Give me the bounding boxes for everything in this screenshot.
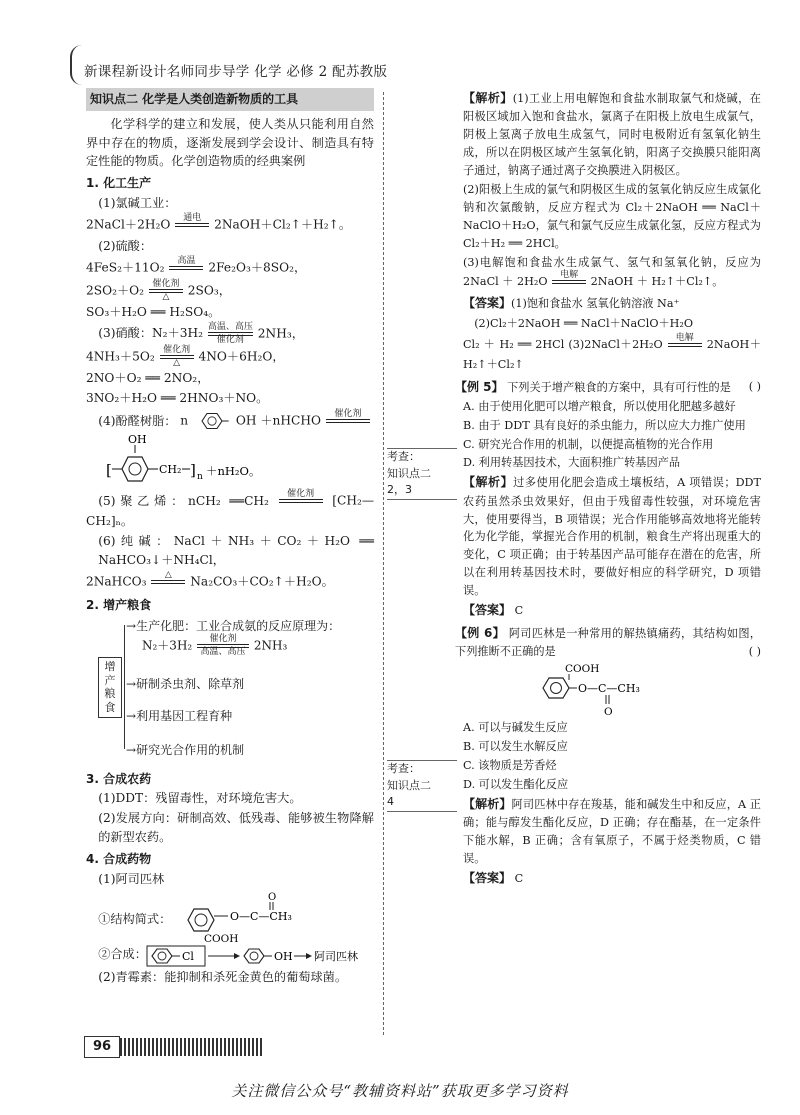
svg-text:O—C—CH₃: O—C—CH₃ <box>230 909 292 923</box>
pesticide-ddt: (1)DDT：残留毒性，对环境危害大。 <box>98 791 302 806</box>
aspirin-structure-icon <box>176 890 366 944</box>
equation-polyethylene: (5)聚乙烯：nCH₂ ══CH₂ 催化剂 [CH₂—CH₂]ₙ。 <box>86 489 375 529</box>
aspirin-structure-row: ①结构简式： O O—C—CH₃ COOH <box>86 890 374 944</box>
equation-soda: (6)纯碱：NaCl＋NH₃＋CO₂＋H₂O ══ NaHCO₃↓＋NH₄Cl， <box>98 534 374 568</box>
food-item-photosynthesis: →研究光合作用的机制 <box>126 742 245 757</box>
food-equation: N₂＋3H₂ 催化剂 高温、高压 2NH₃ <box>142 633 288 657</box>
svg-text:O: O <box>268 891 277 903</box>
heading-drugs: 4. 合成药物 <box>86 852 152 867</box>
section-title: 知识点二 化学是人类创造新物质的工具 <box>86 88 374 111</box>
page-number: 96 <box>84 1036 120 1058</box>
equation-fes2: 4FeS₂＋11O₂ 高温 2Fe₂O₃＋8SO₂， <box>86 255 307 275</box>
ex5-analysis: 【解析】过多使用化肥会造成土壤板结，A 项错误；DDT 农药虽然杀虫效果好，但由于残留毒性较强，对环境危害大，使用要得当，B 项错误；光合作用能够高效地将光能转化为化学能，掌握光合作用的机制，粮食生产将出现重大的变化，C 项正确；由于转基因产品可能存在潜在的危害，所以在利用转基因技术时，要做好相应的科学研究，D 项错误。 <box>463 475 761 598</box>
aspirin-synthesis-scheme-icon <box>146 945 366 967</box>
ex6-analysis: 【解析】阿司匹林中存在羧基，能和碱发生中和反应，A 正确；能与醇发生酯化反应，D 正确；存在酯基，在一定条件下能水解，B 正确；含有氧原子，不属于烃类物质，C 错误。 <box>463 797 761 866</box>
ex5-option-c: C. 研究光合作用的机制，以便提高植物的光合作用 <box>463 437 714 451</box>
ex6-option-b: B. 可以发生水解反应 <box>463 740 568 754</box>
ex6-option-c: C. 该物质是芳香烃 <box>463 759 557 773</box>
equation-nitric-n2: (3)硝酸：N₂＋3H₂ 高温、高压 催化剂 2NH₃， <box>98 321 304 345</box>
column-divider <box>383 92 384 1035</box>
analysis-3: (3)电解饱和食盐水生成氯气、氢气和氢氧化钠，反应为 2NaCl ＋ 2H₂O 电解 2NaOH ＋ H₂↑＋Cl₂↑。 <box>463 255 761 289</box>
heading-pesticides: 3. 合成农药 <box>86 771 152 786</box>
phenolic-resin-product <box>86 433 374 489</box>
svg-text:]: ] <box>190 461 196 480</box>
heading-chem-production: 1. 化工生产 <box>86 176 152 191</box>
svg-text:Cl: Cl <box>182 949 194 963</box>
equation-no: 2NO＋O₂ ══ 2NO₂， <box>86 370 210 385</box>
svg-text:n: n <box>197 472 203 483</box>
equation-no2: 3NO₂＋H₂O ══ 2HNO₃＋NO。 <box>86 390 269 405</box>
svg-text:OH: OH <box>128 433 147 447</box>
food-diagram <box>86 617 374 767</box>
aspirin-synthesis: ②合成： Cl OH 阿司匹林 <box>86 945 374 967</box>
intro-paragraph: 化学科学的建立和发展，使人类从只能利用自然界中存在的物质，逐渐发展到学会设计、制造具有特定性能的物质。化学创造物质的经典案例 <box>86 116 374 169</box>
drug-penicillin: (2)青霉素：能抑制和杀死金黄色的葡萄球菌。 <box>98 969 348 984</box>
equation-nahco3: 2NaHCO₃ △ Na₂CO₃＋CO₂↑＋H₂O。 <box>86 570 334 589</box>
ex6-option-d: D. 可以发生酯化反应 <box>463 778 569 792</box>
ex5-option-a: A. 由于使用化肥可以增产粮食，所以使用化肥越多越好 <box>463 399 736 413</box>
item-chlor-alkali: (1)氯碱工业： <box>98 195 177 210</box>
drug-aspirin: (1)阿司匹林 <box>98 871 165 886</box>
right-column <box>455 88 761 889</box>
svg-text:[: [ <box>106 461 112 480</box>
example-5-question: 【例 5】 下列关于增产粮食的方案中，具有可行性的是 ( ) <box>455 379 761 394</box>
pesticide-direction: (2)发展方向：研制高效、低残毒、能够被生物降解的新型农药。 <box>98 811 374 845</box>
svg-text:COOH: COOH <box>565 663 600 676</box>
left-column <box>86 88 374 987</box>
answer-block-1: 【答案】(1)饱和食盐水 氢氧化钠溶液 Na⁺ <box>463 296 680 311</box>
food-item-fertilizer: →生产化肥：工业合成氨的反应原理为： <box>126 618 341 633</box>
answer-block-2: (2)Cl₂＋2NaOH ══ NaCl＋NaClO＋H₂O <box>474 316 694 330</box>
svg-text:O—C—CH₃: O—C—CH₃ <box>578 682 640 696</box>
heading-food: 2. 增产粮食 <box>86 598 152 613</box>
svg-text:O: O <box>604 706 613 719</box>
ex6-structure <box>463 662 761 718</box>
example-6-question: 【例 6】 阿司匹林是一种常用的解热镇痛药，其结构如图，下列推断不正确的是 ( ) <box>455 626 761 659</box>
svg-text:COOH: COOH <box>204 932 239 944</box>
equation-so2: 2SO₂＋O₂ 催化剂 △ 2SO₃， <box>86 278 231 302</box>
food-box: 增产粮食 <box>98 657 122 718</box>
ex6-answer: 【答案】 C <box>463 871 524 886</box>
equation-so3: SO₃＋H₂O ══ H₂SO₄。 <box>86 304 221 319</box>
svg-text:CH₂: CH₂ <box>159 463 182 477</box>
equation-nh3-oxidation: 4NH₃＋5O₂ 催化剂 △ 4NO＋6H₂O， <box>86 344 285 368</box>
food-tree-line <box>124 625 125 749</box>
food-item-pesticide: →研制杀虫剂、除草剂 <box>126 676 245 691</box>
ex5-answer: 【答案】 C <box>463 603 524 618</box>
phenolic-resin-structure-icon <box>86 433 286 489</box>
item-sulfuric-acid: (2)硫酸： <box>98 238 153 253</box>
equation-chlor-alkali: 2NaCl＋2H₂O 通电 2NaOH＋Cl₂↑＋H₂↑。 <box>86 212 352 232</box>
margin-note-2: 考查： 知识点二 4 <box>387 760 457 812</box>
svg-text:＋nH₂O。: ＋nH₂O。 <box>206 464 261 479</box>
equation-phenolic-resin: (4)酚醛树脂： n OH ＋nHCHO 催化剂 <box>86 410 374 432</box>
ex6-aspirin-structure-icon <box>533 662 693 718</box>
ex5-option-b: B. 由于 DDT 具有良好的杀虫能力，所以应大力推广使用 <box>463 418 746 432</box>
ex5-option-d: D. 利用转基因技术，大面积推广转基因产品 <box>463 456 681 470</box>
svg-text:阿司匹林: 阿司匹林 <box>314 949 358 963</box>
benzene-ring-icon <box>192 411 232 431</box>
header-bracket <box>70 45 84 85</box>
analysis-2: (2)阳极上生成的氯气和阴极区生成的氢氧化钠反应生成氯化钠和次氯酸钠，反应方程式为 Cl₂＋2NaOH ══ NaCl＋NaClO＋H₂O，氯气和氯气反应生成氯化氢，反应方程式为 Cl₂＋H₂ ══ 2HCl。 <box>463 182 761 250</box>
analysis-1: 【解析】(1)工业上用电解饱和食盐水制取氯气和烧碱，在阳极区域加入饱和食盐水，氯离子在阳极上放电生成氯气，阴极上氢离子放电生成氢气，同时电极附近有氢氧化钠生成，所以在阴极区域产生氢氧化钠，阳离子交换膜只能阳离子通过，钠离子通过离子交换膜进入阴极区。 <box>463 91 761 177</box>
food-item-gene: →利用基因工程育种 <box>126 708 233 723</box>
svg-text:OH: OH <box>274 949 293 963</box>
margin-note-1: 考查： 知识点二 2，3 <box>387 448 457 500</box>
ex6-option-a: A. 可以与碱发生反应 <box>463 721 568 735</box>
answer-block-3: Cl₂ ＋ H₂ ══ 2HCl (3)2NaCl＋2H₂O 电解 2NaOH＋H₂↑＋Cl₂↑ <box>463 332 761 371</box>
promo-line: 关注微信公众号“教辅资料站”获取更多学习资料 <box>231 1082 569 1100</box>
running-header: 新课程新设计名师同步导学 化学 必修 2 配苏教版 <box>84 64 388 80</box>
